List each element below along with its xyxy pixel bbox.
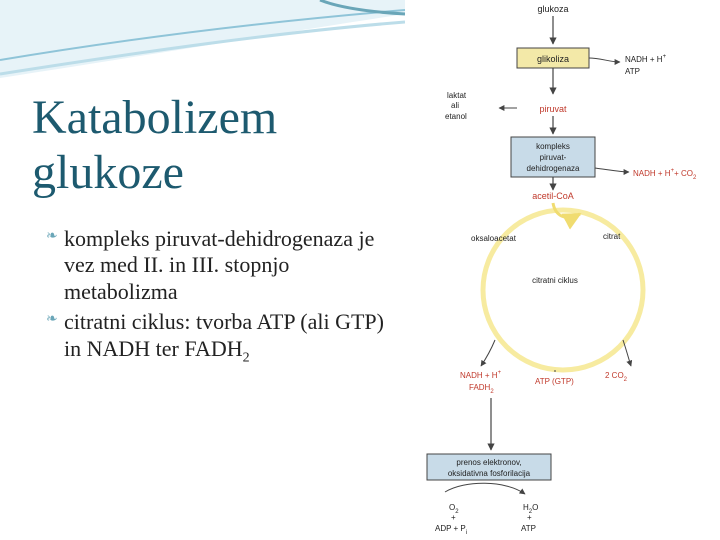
laktat-label: laktat	[447, 91, 467, 100]
title-line-2: glukoze	[32, 146, 184, 200]
citrat-label: citrat	[603, 232, 621, 241]
co2-cycle-label: 2 $CO_2$	[605, 371, 628, 383]
atp-gtp-label: ATP (GTP)	[535, 377, 574, 386]
arrow-cycle-nadh	[481, 340, 495, 366]
bullet-text: citratni ciklus: tvorba ATP (ali GTP) in NADH ter FADH	[64, 309, 384, 361]
pdh-label-3: dehidrogenaza	[526, 164, 580, 173]
ali-label: ali	[451, 101, 460, 110]
atp-final-label: ATP	[521, 524, 536, 533]
arrow-glikoliza-products	[589, 58, 620, 62]
glikoliza-nadh: NADH + H+	[625, 54, 667, 64]
acetil-coa-label: acetil-CoA	[532, 191, 574, 201]
title-line-1: Katabolizem	[32, 91, 278, 144]
etc-label-1: prenos elektronov,	[456, 458, 522, 467]
bullet-item	[46, 309, 406, 367]
nadh-cycle-label: NADH + H+	[460, 370, 502, 380]
glikoliza-label: glikoliza	[536, 54, 570, 64]
bullet-item	[46, 226, 406, 305]
decorative-swoosh	[0, 0, 405, 90]
piruvat-label: piruvat	[539, 104, 567, 114]
o2-label: $O_2$	[449, 503, 459, 515]
flourish-icon: ❧	[46, 312, 58, 328]
glikoliza-atp: ATP	[625, 67, 640, 76]
plus-right: +	[527, 513, 532, 522]
bullet-list	[46, 226, 406, 371]
oksaloacetat-label: oksaloacetat	[471, 234, 516, 243]
page-title	[32, 90, 412, 200]
h2o-label: $H_2O$	[523, 503, 539, 515]
bullet-subscript: 2	[242, 349, 250, 365]
arrow-pdh-products	[595, 168, 629, 172]
pdh-label-1: kompleks	[536, 142, 570, 151]
glukoza-label: glukoza	[537, 4, 569, 14]
pdh-label-2: piruvat-	[539, 153, 567, 162]
flourish-icon: ❧	[46, 229, 58, 244]
arrow-etc-curve	[445, 483, 525, 494]
pdh-products: NADH + $H^++ CO_2$	[633, 168, 697, 181]
etanol-label: etanol	[445, 112, 467, 121]
adp-label: ADP + $P_i$	[435, 524, 468, 536]
arrow-cycle-co2	[623, 340, 631, 366]
plus-left: +	[451, 513, 456, 522]
etc-label-2: oksidativna fosforilacija	[447, 469, 531, 478]
bullet-text: kompleks piruvat-dehidrogenaza je vez med II. in III. stopnjo metabolizma	[64, 226, 375, 304]
cycle-label: citratni ciklus	[532, 276, 578, 285]
metabolism-diagram	[405, 0, 720, 540]
fadh-label: $FADH_2$	[469, 383, 494, 395]
